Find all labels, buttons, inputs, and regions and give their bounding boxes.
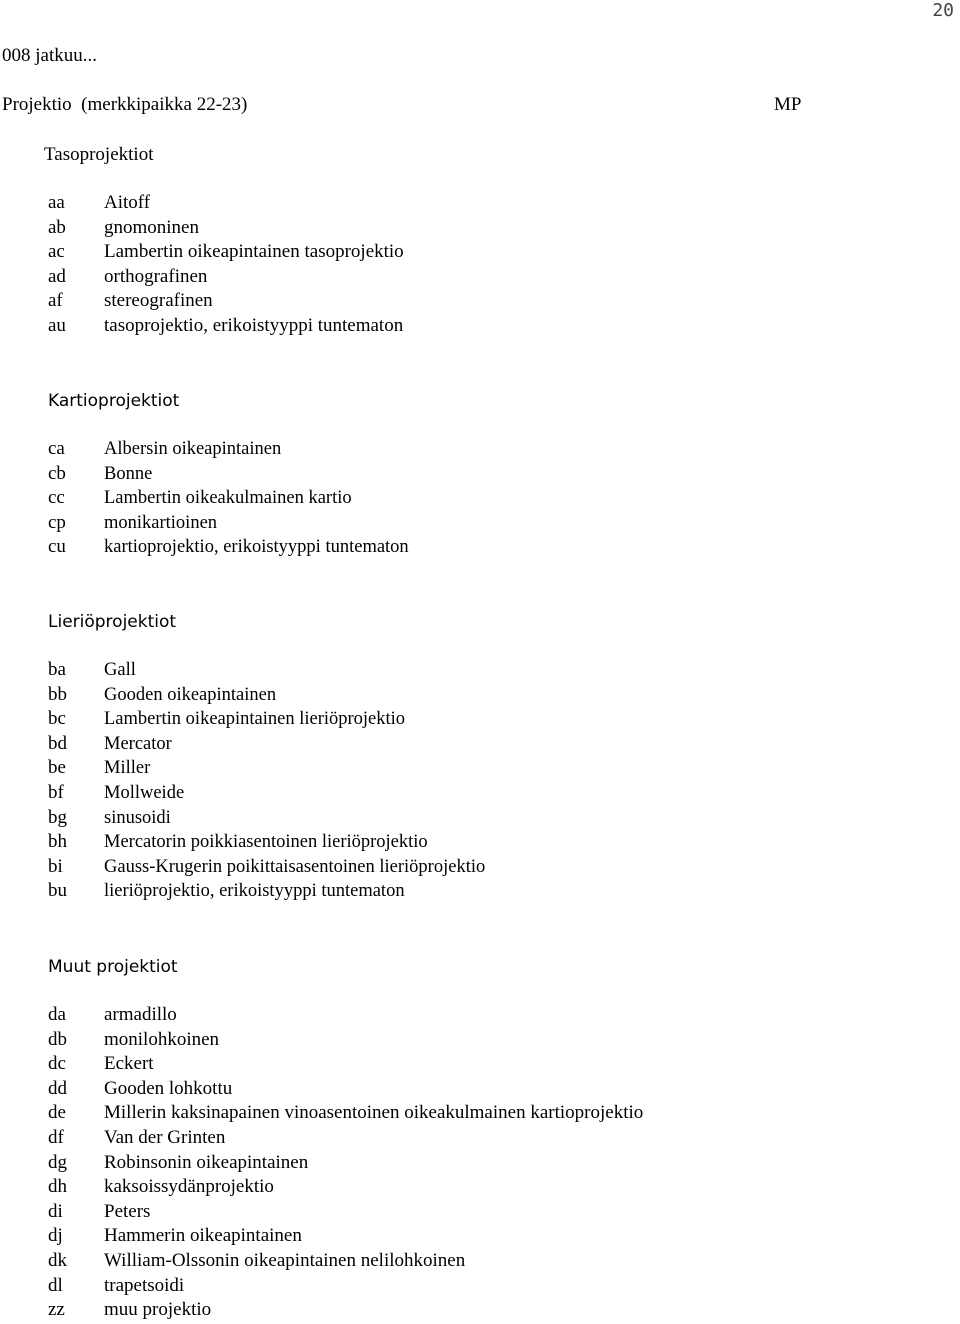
item-label: trapetsoidi — [104, 1274, 185, 1296]
section-tasoprojektiot — [0, 143, 960, 339]
item-label: lieriöprojektio, erikoistyyppi tuntematon — [104, 881, 405, 902]
list-item — [0, 1077, 960, 1102]
list-item — [0, 1126, 960, 1151]
item-label: orthografinen — [104, 265, 208, 287]
item-label: monikartioinen — [104, 512, 218, 533]
section-kartioprojektiot — [0, 389, 960, 560]
item-label: Mercatorin poikkiasentoinen lieriöprojektio — [104, 832, 428, 853]
item-label: Lambertin oikeapintainen tasoprojektio — [104, 241, 404, 263]
list-item — [0, 462, 960, 487]
item-label: William-Olssonin oikeapintainen nelilohkoinen — [104, 1249, 466, 1271]
item-code: bi — [48, 855, 63, 877]
item-label: Gall — [104, 660, 136, 680]
list-item — [0, 658, 960, 683]
item-label: Bonne — [104, 463, 153, 484]
list-item — [0, 486, 960, 511]
continued-label: 008 jatkuu... — [2, 45, 97, 66]
list-item — [0, 1151, 960, 1176]
section-title: Lieriöprojektiot — [48, 612, 177, 632]
item-code: de — [48, 1102, 66, 1124]
list-item — [0, 240, 960, 265]
item-code: ba — [48, 659, 66, 680]
item-label: kaksoissydänprojektio — [104, 1176, 274, 1198]
item-code: bc — [48, 708, 66, 730]
list-item — [0, 855, 960, 880]
list-item — [0, 314, 960, 339]
list-item — [0, 1224, 960, 1249]
item-code: dj — [48, 1225, 63, 1247]
item-code: cc — [48, 487, 65, 509]
list-item — [0, 1249, 960, 1274]
item-code: bb — [48, 683, 67, 705]
list-item — [0, 191, 960, 216]
item-code: ad — [48, 265, 66, 287]
code-list — [0, 191, 960, 339]
list-item — [0, 781, 960, 806]
item-label: Miller — [104, 758, 151, 779]
item-label: Aitoff — [104, 192, 151, 213]
item-code: ab — [48, 216, 66, 238]
list-item — [0, 1003, 960, 1028]
item-label: Van der Grinten — [104, 1126, 226, 1148]
item-label: monilohkoinen — [104, 1028, 220, 1050]
item-label: Mollweide — [104, 782, 185, 803]
list-item — [0, 683, 960, 708]
list-item — [0, 1101, 960, 1126]
list-item — [0, 707, 960, 732]
item-label: gnomoninen — [104, 216, 199, 238]
item-code: af — [48, 290, 63, 312]
item-code: cu — [48, 536, 66, 558]
list-item — [0, 1200, 960, 1225]
mp-label: MP — [774, 94, 802, 115]
item-label: armadillo — [104, 1004, 177, 1025]
section-title: Tasoprojektiot — [44, 144, 154, 165]
item-code: db — [48, 1028, 67, 1050]
list-item — [0, 1298, 960, 1323]
page-title: Projektio (merkkipaikka 22-23) — [2, 94, 248, 115]
list-item — [0, 830, 960, 855]
item-code: di — [48, 1200, 63, 1222]
item-label: stereografinen — [104, 290, 213, 312]
section-muut-projektiot — [0, 955, 960, 1323]
item-code: bg — [48, 806, 67, 828]
code-list — [0, 658, 960, 904]
list-item — [0, 732, 960, 757]
list-item — [0, 511, 960, 536]
item-code: bh — [48, 831, 67, 853]
section-lierioprojektiot — [0, 610, 960, 904]
item-code: df — [48, 1126, 64, 1148]
item-code: dl — [48, 1274, 63, 1296]
list-item — [0, 879, 960, 904]
item-label: Millerin kaksinapainen vinoasentoinen oikeakulmainen kartioprojektio — [104, 1102, 644, 1124]
item-label: Peters — [104, 1200, 151, 1222]
list-item — [0, 437, 960, 462]
item-label: sinusoidi — [104, 807, 171, 828]
item-code: bu — [48, 880, 67, 902]
code-list — [0, 1003, 960, 1323]
list-item — [0, 265, 960, 290]
item-code: dg — [48, 1151, 67, 1173]
item-code: ac — [48, 241, 65, 263]
item-code: dd — [48, 1077, 67, 1099]
section-title: Muut projektiot — [48, 957, 178, 977]
item-label: tasoprojektio, erikoistyyppi tuntematon — [104, 314, 404, 336]
item-code: dh — [48, 1176, 67, 1198]
item-code: au — [48, 314, 66, 336]
item-code: ca — [48, 438, 65, 459]
list-item — [0, 1052, 960, 1077]
item-label: Albersin oikeapintainen — [104, 439, 282, 459]
list-item — [0, 216, 960, 241]
section-title: Kartioprojektiot — [48, 391, 180, 411]
list-item — [0, 289, 960, 314]
item-code: cp — [48, 511, 66, 533]
page-number: 20 — [932, 0, 954, 21]
list-item — [0, 806, 960, 831]
item-label: Gooden oikeapintainen — [104, 684, 277, 705]
item-code: bf — [48, 781, 64, 803]
item-label: Robinsonin oikeapintainen — [104, 1151, 309, 1173]
item-code: aa — [48, 192, 65, 213]
item-label: Lambertin oikeapintainen lieriöprojektio — [104, 709, 406, 730]
list-item — [0, 756, 960, 781]
item-label: kartioprojektio, erikoistyyppi tuntematon — [104, 537, 409, 558]
item-label: Hammerin oikeapintainen — [104, 1225, 302, 1247]
item-label: Gooden lohkottu — [104, 1077, 233, 1099]
list-item — [0, 535, 960, 560]
item-code: be — [48, 757, 66, 779]
item-code: cb — [48, 462, 66, 484]
item-code: dc — [48, 1053, 66, 1075]
item-label: Lambertin oikeakulmainen kartio — [104, 488, 352, 509]
list-item — [0, 1274, 960, 1299]
item-label: Gauss-Krugerin poikittaisasentoinen lieriöprojektio — [104, 856, 486, 877]
list-item — [0, 1028, 960, 1053]
list-item — [0, 1175, 960, 1200]
item-code: da — [48, 1004, 66, 1025]
item-label: Eckert — [104, 1053, 154, 1075]
item-code: dk — [48, 1249, 67, 1271]
item-code: zz — [48, 1299, 65, 1321]
item-label: muu projektio — [104, 1299, 212, 1321]
item-code: bd — [48, 732, 67, 754]
item-label: Mercator — [104, 733, 172, 754]
code-list — [0, 437, 960, 560]
